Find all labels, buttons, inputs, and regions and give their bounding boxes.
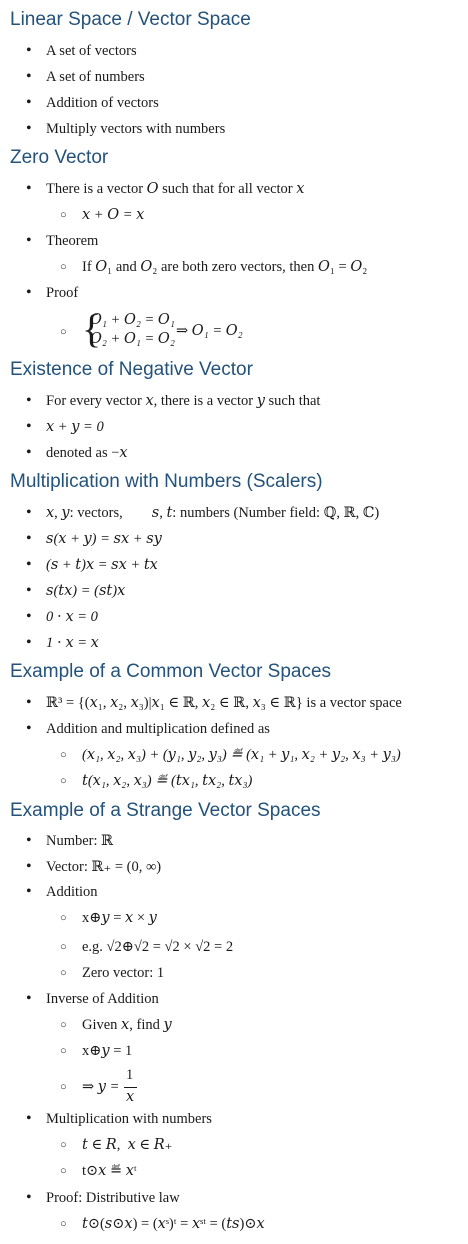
bullet-icon: •: [26, 120, 32, 137]
bullet-icon: •: [26, 68, 32, 85]
circle-bullet-icon: ○: [60, 1139, 67, 1151]
bullet-icon: •: [26, 990, 32, 1007]
circle-bullet-icon: ○: [60, 912, 67, 924]
bullet-icon: •: [26, 608, 32, 625]
circle-bullet-icon: ○: [60, 1081, 67, 1093]
fraction-prefix: ⇒ 𝑦 =: [82, 1079, 120, 1095]
bullet-icon: •: [26, 694, 32, 711]
circle-bullet-icon: ○: [60, 1019, 67, 1031]
fraction-numerator: 1: [126, 1067, 134, 1083]
section-heading: Existence of Negative Vector: [10, 359, 253, 380]
bullet-icon: •: [26, 634, 32, 651]
bullet-icon: •: [26, 418, 32, 435]
circle-bullet-icon: ○: [60, 261, 67, 273]
circle-bullet-icon: ○: [60, 1165, 67, 1177]
document-page: Linear Space / Vector Space • A set of vectors • A set of numbers • Addition of vectors • Multiply vectors with numbers Zero Vector • There is a vector 𝑂 such that for all vector 𝑥 ○ 𝑥 + 𝑂 = 𝑥 • Theorem ○ If 𝑂₁ and 𝑂₂ are both zero vectors, then 𝑂₁ = 𝑂₂ • Proof ○ { 𝑂₁ + 𝑂₂ = 𝑂₁ 𝑂₂ + 𝑂₁ = 𝑂₂ ⇒ 𝑂₁ = 𝑂₂ Existence of Negative Vector • For every vector 𝑥, there is a vector 𝑦 such that • 𝑥 + 𝑦 = 0 • denoted as −𝑥 Multiplication with Numbers (Scalers) • 𝑥, 𝑦: vectors, 𝑠, 𝑡: numbers (Number field: ℚ, ℝ, ℂ) • 𝑠(𝑥 + 𝑦) = 𝑠𝑥 + 𝑠𝑦 • (𝑠 + 𝑡)𝑥 = 𝑠𝑥 + 𝑡𝑥 • 𝑠(𝑡𝑥) = (𝑠𝑡)𝑥 • 0 ⋅ 𝑥 = 0 • 1 ⋅ 𝑥 = 𝑥 Example of a Common Vector Spaces • ℝ³ = {(𝑥₁, 𝑥₂, 𝑥₃)|𝑥₁ ∈ ℝ, 𝑥₂ ∈ ℝ, 𝑥₃ ∈ ℝ} is a vector space • Addition and multiplication defined as ○ (𝑥₁, 𝑥₂, 𝑥₃) + (𝑦₁, 𝑦₂, 𝑦₃) ≝ (𝑥₁ + 𝑦₁, 𝑥₂ + 𝑦₂, 𝑥₃ + 𝑦₃) ○ 𝑡(𝑥₁, 𝑥₂, 𝑥₃) ≝ (𝑡𝑥₁, 𝑡𝑥₂, 𝑡𝑥₃) Example of a Strange Vector Spaces • Number: ℝ • Vector: ℝ₊ = (0, ∞) • Addition ○ x⊕𝑦 = 𝑥 × 𝑦 ○ e.g. √2⊕√2 = √2 × √2 = 2 ○ Zero vector: 1 • Inverse of Addition ○ Given 𝑥, find 𝑦 ○ x⊕𝑦 = 1 ○ ⇒ 𝑦 = 1 𝑥 • Multiplication with numbers ○ 𝑡 ∈ 𝑅, 𝑥 ∈ 𝑅₊ ○ t⊙𝑥 ≝ 𝑥ᵗ • Proof: Distributive law ○ 𝑡⊙(𝑠⊙𝑥) = (𝑥ˢ)ᵗ = 𝑥ˢᵗ = (𝑡𝑠)⊙𝑥: [0, 0, 468, 1244]
fraction-denominator: 𝑥: [126, 1089, 135, 1105]
bullet-icon: •: [26, 720, 32, 737]
bullet-icon: •: [26, 556, 32, 573]
equation-line: 𝑂₂ + 𝑂₁ = 𝑂₂: [90, 331, 175, 347]
bullet-icon: •: [26, 94, 32, 111]
bullet-icon: •: [26, 858, 32, 875]
section-heading: Example of a Common Vector Spaces: [10, 661, 332, 682]
circle-bullet-icon: ○: [60, 967, 67, 979]
equation-result: ⇒ 𝑂₁ = 𝑂₂: [176, 323, 243, 339]
circle-bullet-icon: ○: [60, 1218, 67, 1230]
left-brace: {: [82, 306, 102, 351]
section-heading: Linear Space / Vector Space: [10, 9, 251, 30]
circle-bullet-icon: ○: [60, 775, 67, 787]
bullet-icon: •: [26, 1110, 32, 1127]
bullet-icon: •: [26, 42, 32, 59]
circle-bullet-icon: ○: [60, 749, 67, 761]
bullet-icon: •: [26, 180, 32, 197]
bullet-icon: •: [26, 530, 32, 547]
bullet-icon: •: [26, 582, 32, 599]
equation-line: 𝑂₁ + 𝑂₂ = 𝑂₁: [90, 312, 175, 328]
circle-bullet-icon: ○: [60, 1045, 67, 1057]
section-heading: Example of a Strange Vector Spaces: [10, 800, 321, 821]
bullet-icon: •: [26, 232, 32, 249]
circle-bullet-icon: ○: [60, 326, 67, 338]
section-heading: Zero Vector: [10, 147, 109, 168]
bullet-icon: •: [26, 504, 32, 521]
circle-bullet-icon: ○: [60, 209, 67, 221]
bullet-icon: •: [26, 883, 32, 900]
bullet-icon: •: [26, 832, 32, 849]
circle-bullet-icon: ○: [60, 941, 67, 953]
section-heading: Multiplication with Numbers (Scalers): [10, 471, 323, 492]
bullet-icon: •: [26, 392, 32, 409]
bullet-icon: •: [26, 444, 32, 461]
bullet-icon: •: [26, 284, 32, 301]
bullet-icon: •: [26, 1189, 32, 1206]
